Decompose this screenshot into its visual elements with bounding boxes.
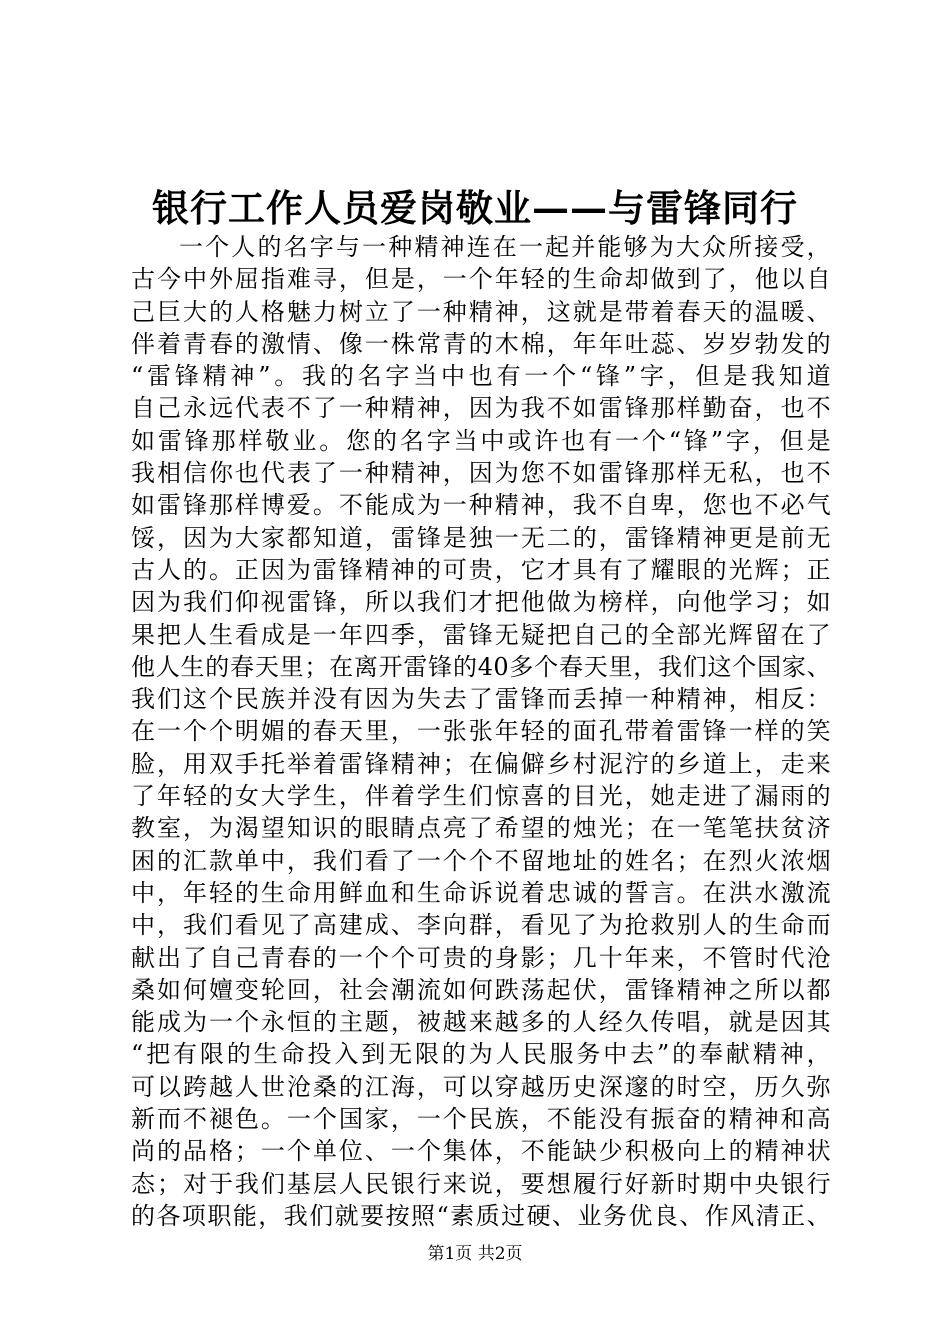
body-line: 能成为一个永恒的主题，被越来越多的人经久传唱，就是因其 xyxy=(131,1008,831,1037)
body-line: 自己永远代表不了一种精神，因为我不如雷锋那样勤奋，也不 xyxy=(131,394,831,423)
body-line: 古今中外屈指难寻，但是，一个年轻的生命却做到了，他以自 xyxy=(131,265,831,294)
body-line: 如雷锋那样博爱。不能成为一种精神，我不自卑，您也不必气 xyxy=(131,491,831,520)
body-line: 我们这个民族并没有因为失去了雷锋而丢掉一种精神，相反： xyxy=(131,685,831,714)
body-line: 脸，用双手托举着雷锋精神；在偏僻乡村泥泞的乡道上，走来 xyxy=(131,749,831,778)
body-line: 他人生的春天里；在离开雷锋的40多个春天里，我们这个国家、 xyxy=(131,652,831,681)
page-footer: 第1页 共2页 xyxy=(427,1244,523,1264)
body-line: 困的汇款单中，我们看了一个个不留地址的姓名；在烈火浓烟 xyxy=(131,846,831,875)
body-line: 桑如何嬗变轮回，社会潮流如何跌荡起伏，雷锋精神之所以都 xyxy=(131,975,831,1004)
body-line: 献出了自己青春的一个个可贵的身影；几十年来，不管时代沧 xyxy=(131,943,831,972)
body-line: 态；对于我们基层人民银行来说，要想履行好新时期中央银行 xyxy=(131,1169,831,1198)
body-line: 馁，因为大家都知道，雷锋是独一无二的，雷锋精神更是前无 xyxy=(131,523,831,552)
body-line: 伴着青春的激情、像一株常青的木棉，年年吐蕊、岁岁勃发的 xyxy=(131,329,831,358)
body-line: “雷锋精神”。我的名字当中也有一个“锋”字，但是我知道 xyxy=(131,362,831,391)
body-line: 在一个个明媚的春天里，一张张年轻的面孔带着雷锋一样的笑 xyxy=(131,717,831,746)
body-line: “把有限的生命投入到无限的为人民服务中去”的奉献精神， xyxy=(131,1040,831,1069)
body-line: 中，年轻的生命用鲜血和生命诉说着忠诚的誓言。在洪水激流 xyxy=(131,878,831,907)
body-line: 一个人的名字与一种精神连在一起并能够为大众所接受， xyxy=(179,233,831,261)
body-line: 因为我们仰视雷锋，所以我们才把他做为榜样，向他学习；如 xyxy=(131,588,831,617)
body-line: 如雷锋那样敬业。您的名字当中或许也有一个“锋”字，但是 xyxy=(131,426,831,455)
body-line: 中，我们看见了高建成、李向群，看见了为抢救别人的生命而 xyxy=(131,911,831,940)
body-line: 新而不褪色。一个国家，一个民族，不能没有振奋的精神和高 xyxy=(131,1105,831,1134)
body-line: 的各项职能，我们就要按照“素质过硬、业务优良、作风清正、 xyxy=(131,1201,831,1230)
body-line: 古人的。正因为雷锋精神的可贵，它才具有了耀眼的光辉；正 xyxy=(131,555,831,584)
body-line: 尚的品格；一个单位、一个集体，不能缺少积极向上的精神状 xyxy=(131,1137,831,1166)
body-line: 果把人生看成是一年四季，雷锋无疑把自己的全部光辉留在了 xyxy=(131,620,831,649)
body-line: 了年轻的女大学生，伴着学生们惊喜的目光，她走进了漏雨的 xyxy=(131,782,831,811)
body-line: 可以跨越人世沧桑的江海，可以穿越历史深邃的时空，历久弥 xyxy=(131,1072,831,1101)
document-title: 银行工作人员爱岗敬业——与雷锋同行 xyxy=(152,186,798,230)
body-line: 己巨大的人格魅力树立了一种精神，这就是带着春天的温暖、 xyxy=(131,297,831,326)
document-body xyxy=(131,231,831,1232)
body-line: 我相信你也代表了一种精神，因为您不如雷锋那样无私，也不 xyxy=(131,459,831,488)
body-line: 教室，为渴望知识的眼睛点亮了希望的烛光；在一笔笔扶贫济 xyxy=(131,814,831,843)
